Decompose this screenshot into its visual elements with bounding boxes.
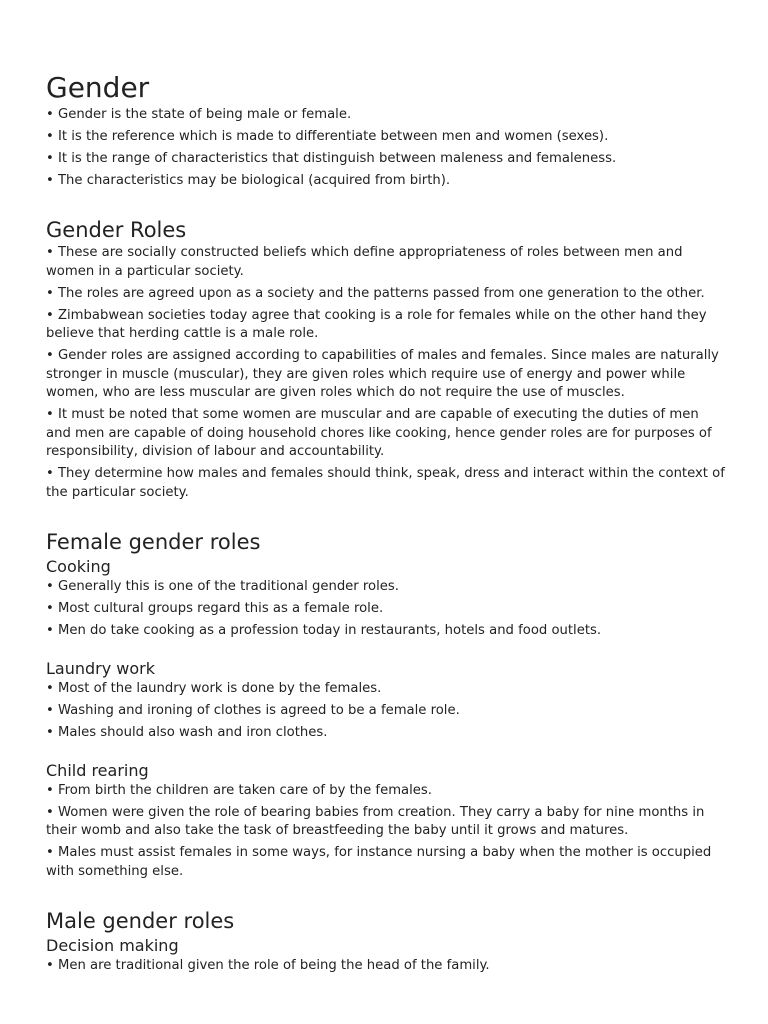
- list-item: • Women were given the role of bearing babies from creation. They carry a baby for nine months in their womb and also take the task of breastfeeding the baby until it grows and matures.: [46, 804, 726, 841]
- gender-roles-bullet-list: [46, 244, 726, 502]
- subheading-decision-making: Decision making: [46, 935, 179, 955]
- list-item: • The characteristics may be biological (acquired from birth).: [46, 172, 726, 191]
- decision-making-bullet-list: [46, 957, 726, 976]
- list-item: • Gender is the state of being male or female.: [46, 106, 726, 125]
- list-item: • These are socially constructed beliefs which define appropriateness of roles between men and women in a particular society.: [46, 244, 726, 281]
- list-item: • They determine how males and females should think, speak, dress and interact within the context of the particular society.: [46, 465, 726, 502]
- list-item: • Gender roles are assigned according to capabilities of males and females. Since males are naturally stronger in muscle (muscular), they are given roles which require use of energy and power while women, who are less muscular are given roles which do not require the use of muscles.: [46, 347, 726, 403]
- list-item: • It is the reference which is made to differentiate between men and women (sexes).: [46, 128, 726, 147]
- list-item: • Zimbabwean societies today agree that cooking is a role for females while on the other hand they believe that herding cattle is a male role.: [46, 307, 726, 344]
- heading-gender-roles: Gender Roles: [46, 218, 187, 242]
- list-item: • Most of the laundry work is done by the females.: [46, 680, 726, 699]
- cooking-bullet-list: [46, 578, 726, 641]
- list-item: • From birth the children are taken care of by the females.: [46, 782, 726, 801]
- spacer: [46, 644, 726, 658]
- spacer: [46, 194, 726, 216]
- subheading-child-rearing: Child rearing: [46, 760, 149, 780]
- list-item: • Men are traditional given the role of being the head of the family.: [46, 957, 726, 976]
- spacer: [46, 506, 726, 528]
- list-item: • Most cultural groups regard this as a female role.: [46, 600, 726, 619]
- list-item: • Men do take cooking as a profession today in restaurants, hotels and food outlets.: [46, 622, 726, 641]
- document-page: [46, 70, 726, 979]
- laundry-bullet-list: [46, 680, 726, 743]
- list-item: • It must be noted that some women are muscular and are capable of executing the duties of men and men are capable of doing household chores like cooking, hence gender roles are for purposes of responsibility, division of labour and accountability.: [46, 406, 726, 462]
- heading-male-gender-roles: Male gender roles: [46, 908, 235, 933]
- subheading-laundry-work: Laundry work: [46, 658, 156, 678]
- heading-female-gender-roles: Female gender roles: [46, 529, 261, 554]
- list-item: • Males must assist females in some ways, for instance nursing a baby when the mother is occupied with something else.: [46, 844, 726, 881]
- heading-gender: Gender: [46, 71, 150, 104]
- list-item: • It is the range of characteristics that distinguish between maleness and femaleness.: [46, 150, 726, 169]
- list-item: • Washing and ironing of clothes is agreed to be a female role.: [46, 702, 726, 721]
- spacer: [46, 746, 726, 760]
- list-item: • The roles are agreed upon as a society and the patterns passed from one generation to the other.: [46, 285, 726, 304]
- child-rearing-bullet-list: [46, 782, 726, 882]
- list-item: • Generally this is one of the traditional gender roles.: [46, 578, 726, 597]
- subheading-cooking: Cooking: [46, 556, 111, 576]
- gender-bullet-list: [46, 106, 726, 191]
- list-item: • Males should also wash and iron clothes.: [46, 724, 726, 743]
- spacer: [46, 885, 726, 907]
